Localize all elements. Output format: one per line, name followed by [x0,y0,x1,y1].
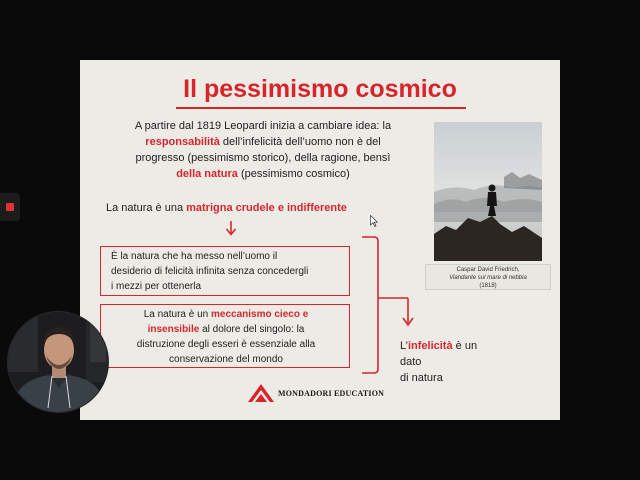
caption-year: (1818) [479,283,497,289]
conclusion-rest: è un dato [400,340,478,368]
box1-line-2: desiderio di felicità infinita senza concedergli [111,266,309,277]
publisher-footer [246,383,384,403]
box2-prefix: La natura è un [143,309,211,320]
painting-caption [425,264,551,290]
conclusion-text [400,338,500,386]
title-underline [176,107,466,109]
box1-line-1: È la natura che ha messo nell’uomo il [111,251,278,262]
caption-author: Caspar David Friedrich, [456,267,520,273]
stop-recording-button[interactable] [0,193,20,221]
mouse-cursor-icon [370,215,378,227]
box2-rest-1: al dolore del singolo: la [199,324,305,335]
intro-bold-della-natura: della natura [176,168,238,180]
intro-line-1: A partire dal 1819 Leopardi inizia a cambiare idea: la [134,120,392,132]
conclusion-line-2: di natura [400,372,443,384]
intro-paragraph [113,118,413,182]
stop-recording-icon [6,203,14,211]
natura-statement [106,200,386,216]
slide-title: Il pessimismo cosmico [183,75,457,103]
conclusion-bold: infelicità [407,340,453,352]
arrow-down-icon [225,220,237,236]
box1-text [101,247,349,294]
box2-line-3: distruzione degli esseri è essenziale alla [136,339,316,350]
intro-line-3: progresso (pessimismo storico), della ragione, bensì [135,152,391,164]
presentation-slide [80,60,560,420]
box2-bold-1: meccanismo cieco e [211,309,309,320]
intro-line-2: dell’infelicità dell’uomo non è del [219,136,381,148]
natura-bold: matrigna crudele e indifferente [186,202,347,214]
painting-image [434,122,542,261]
box-natura-meccanismo [100,304,350,368]
mondadori-logo-icon [246,383,276,403]
box1-line-3: i mezzi per ottenerla [111,281,202,292]
box2-bold-2: insensibile [147,324,200,335]
natura-prefix: La natura è una [106,202,187,214]
box2-text [101,305,349,367]
caption-work: Viandante sul mare di nebbia [449,275,527,281]
webcam-video [7,311,109,413]
intro-bold-responsabilita: responsabilità [145,136,220,148]
presenter-video-frame [8,312,109,413]
intro-line-4: (pessimismo cosmico) [237,168,350,180]
publisher-name: MONDADORI EDUCATION [278,388,385,398]
box2-line-4: conservazione del mondo [169,354,283,365]
box-natura-desiderio [100,246,350,296]
conclusion-prefix: L’ [400,340,408,352]
